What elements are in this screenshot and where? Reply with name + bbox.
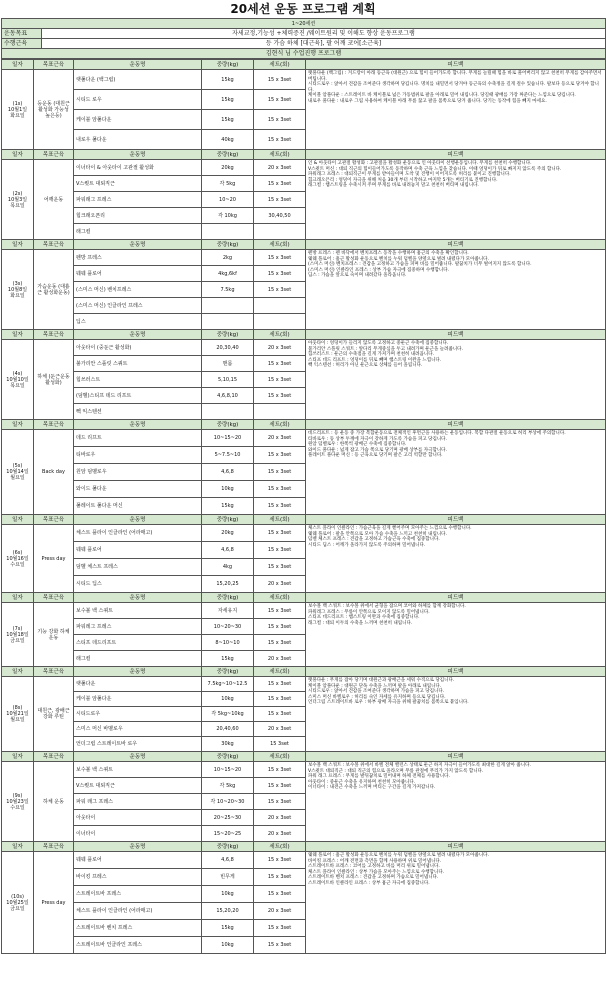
exercise-name: 파워래그 프레스	[74, 192, 202, 208]
header-feedback: 피드백	[306, 150, 606, 160]
exercise-name: (덤벨)스티프 데드 리프트	[74, 388, 202, 404]
exercise-name: 언더그립 스트레이트바 로우	[74, 737, 202, 752]
header-weight: 중량(kg)	[202, 515, 254, 525]
exercise-name: 이너타이	[74, 826, 202, 842]
exercise-name: 시티드 로우	[74, 90, 202, 110]
session-target: 어깨운동	[34, 160, 74, 240]
exercise-name: 스트레이트바 벤치 프레스	[74, 920, 202, 937]
exercise-weight: 20kg	[202, 525, 254, 542]
header-sets: 세트(회)	[254, 330, 306, 340]
session-target: Press day	[34, 852, 74, 954]
exercise-weight: 4,6,8	[202, 464, 254, 481]
header-sets: 세트(회)	[254, 667, 306, 677]
exercise-sets: 15 x 3set	[254, 498, 306, 515]
exercise-row	[2, 762, 606, 778]
exercise-weight: 7.5kg~10~12.5	[202, 677, 254, 692]
session-target: 기능 강화 하체운동	[34, 603, 74, 667]
exercise-name: (스미스 머신) 벤치프레스	[74, 282, 202, 298]
goal-label: 운동목표	[2, 29, 42, 39]
exercise-sets: 15 x 3set	[254, 920, 306, 937]
header-target: 목표근육	[34, 667, 74, 677]
exercise-sets: 20 x 3set	[254, 826, 306, 842]
session-header-row	[2, 515, 606, 525]
header-weight: 중량(kg)	[202, 330, 254, 340]
header-sets: 세트(회)	[254, 593, 306, 603]
exercise-name: 웨웨 플로어	[74, 852, 202, 869]
exercise-sets: 15 x 3set	[254, 542, 306, 559]
exercise-weight: 4,6,8	[202, 542, 254, 559]
exercise-weight: 10kg	[202, 692, 254, 707]
exercise-sets: 15 x 3set	[254, 778, 306, 794]
exercise-sets: 15 3set	[254, 737, 306, 752]
session-range: 1~20세션	[2, 19, 606, 29]
exercise-weight: 15kg	[202, 90, 254, 110]
header-day: 일자	[2, 752, 34, 762]
exercise-sets: 20 x 3set	[254, 160, 306, 176]
exercise-weight: 각 5kg	[202, 778, 254, 794]
exercise-sets: 15 x 3set	[254, 282, 306, 298]
exercise-weight: 20~25~30	[202, 810, 254, 826]
exercise-weight: 10kg	[202, 481, 254, 498]
header-exercise: 운동명	[74, 150, 202, 160]
sessions-table	[1, 59, 606, 954]
exercise-sets	[254, 298, 306, 314]
exercise-weight: 15~20~25	[202, 826, 254, 842]
session-header-row	[2, 420, 606, 430]
exercise-weight: 10~20	[202, 192, 254, 208]
exercise-sets: 15 x 3set	[254, 372, 306, 388]
exercise-name: 케이블 암풀다운	[74, 110, 202, 130]
exercise-weight: 15kg	[202, 110, 254, 130]
header-day: 일자	[2, 330, 34, 340]
header-exercise: 운동명	[74, 60, 202, 70]
exercise-name: 아웃타이 (중둔근 활성화)	[74, 340, 202, 356]
exercise-weight: 2kg	[202, 250, 254, 266]
session-day: (5s) 10월14일 월요일	[2, 430, 34, 515]
header-sets: 세트(회)	[254, 150, 306, 160]
exercise-row	[2, 603, 606, 619]
header-exercise: 운동명	[74, 842, 202, 852]
session-day: (6s) 10월16일 수요일	[2, 525, 34, 593]
exercise-name: 힙크래오픈리	[74, 208, 202, 224]
exercise-name: 데드 리프트	[74, 430, 202, 447]
header-exercise: 운동명	[74, 330, 202, 340]
exercise-sets: 15 x 3set	[254, 852, 306, 869]
exercise-sets: 15 x 3set	[254, 677, 306, 692]
session-target: 하체 운동	[34, 762, 74, 842]
exercise-weight: 40kg	[202, 130, 254, 150]
session-feedback: 보수볼 백 스쿼트 : 보수볼 위에서 균형을 잡으며 코어와 하체를 함께 강화합니다. 파워레그 프레스 : 무릎이 안쪽으로 모이지 않도록 밀어냅니다. 스티프 데드리프트 : 햄스트링 이완과 수축에 집중합니다. 래그컬 : 대퇴 이두의 수축을 느끼며 천천히 내립니다.	[306, 603, 606, 667]
exercise-sets: 30,40,50	[254, 208, 306, 224]
exercise-weight: 4,6,8	[202, 852, 254, 869]
exercise-weight: 각 5kg~10kg	[202, 707, 254, 722]
session-target: Back day	[34, 430, 74, 515]
session-day: (10s) 10월25일 금요일	[2, 852, 34, 954]
exercise-weight: 15kg	[202, 70, 254, 90]
header-target: 목표근육	[34, 420, 74, 430]
exercise-weight	[202, 404, 254, 420]
exercise-weight: 5~7.5~10	[202, 447, 254, 464]
header-feedback: 피드백	[306, 752, 606, 762]
session-feedback: 랫풀다운 : 무게를 잡아 당기며 대원근과 광배근을 세워 수직으로 당깁니다. 케이블 암풀다운 : 대원근 단독 수축을 느끼며 팔을 아래로 내립니다. 시티드로우 : 앉아서 견갑을 조여준다 생각하며 가슴을 펴고 당깁니다. 스미스 머신 바벨로우 : 허리를 숙인 자세를 유지하며 등으로 당깁니다. 언더그립 스트레이트바 로우 : 하부 광배 자극을 위해 팔꿈치를 몸쪽으로 붙입니다.	[306, 677, 606, 752]
header-target: 목표근육	[34, 240, 74, 250]
header-target: 목표근육	[34, 515, 74, 525]
session-feedback: 보수볼 백 스쿼트 : 보수볼 위에서 바벨 전체 밸런스 상태로 둔근 하지 자극이 들어가도록 최대한 길게 앉아 줍니다. V스퀏트 대퇴직근 : 대퇴 직근의 힘으로 올라오며 무릎 관절에 무리가 가지 않도록 합니다. 파워 래그 프레스 : 무게를 발뒤꿈치로 밀어내며 하체 전체를 사용합니다. 아웃타이 : 중둔근 수축을 유지하며 천천히 모아줍니다. 이너타이 : 내전근 수축을 느끼며 버티는 구간을 길게 가져갑니다.	[306, 762, 606, 842]
exercise-name: V스퀏트 대퇴직근	[74, 176, 202, 192]
exercise-sets: 15 x 3set	[254, 70, 306, 90]
header-exercise: 운동명	[74, 667, 202, 677]
header-target: 목표근육	[34, 330, 74, 340]
session-feedback: 랫풀다운 (백그립) : 겨드랑이 아래 등근육 (대원근) 으로 힘이 들어가도록 합니다. 무게를 늘릴때 힘을 바로 풀어버리지 않고 천천히 무게를 감아주면서 버팁니다. 시티드로우 : 앉아서 견갑을 조여준다 생각하며 당깁니다. 명치를 내밀면서 당겨야 등근육의 수축정을 길게 걸수 있습니다. 팔보다 등으로 당겨야 합니다. 케이블 암풀다운 : 스트레이트 바 케이블로 넓은 가동범위로 팔을 아래로 밀어 내립니다. 당길때 광배를 가장 짜준다는 느낌으로 당깁니다. 내로우 풀다운 : 내로우 그립 사용하여 케이블 아래 무릎 꿇고 팔을 몸쪽으로 당겨 줍니다. 당기는 동작에 힘을 빼지 마세요.	[306, 70, 606, 150]
session-day: (7s) 10월18일 금요일	[2, 603, 34, 667]
exercise-weight: 4kg,6kf	[202, 266, 254, 282]
exercise-weight: 30kg	[202, 737, 254, 752]
exercise-weight: 8~10~10	[202, 635, 254, 651]
exercise-sets: 20 x 3set	[254, 722, 306, 737]
header-day: 일자	[2, 60, 34, 70]
exercise-name: 티바로우	[74, 447, 202, 464]
session-feedback: 체스트 플라이 인클라인 : 가슴근육을 길게 뻗어주며 모아주는 느낌으로 수행합니다. 웨웨 플로어 : 팔을 안쪽으로 모아 가슴 수축을 느끼고 천천히 내립니다. 덤벨 체스트 프레스 : 견갑을 고정하고 가슴근육 수축에 집중합니다. 시티드 딥스 : 어깨가 올라가지 않도록 주의하며 밀어냅니다.	[306, 525, 606, 593]
header-day: 일자	[2, 515, 34, 525]
exercise-weight	[202, 224, 254, 240]
header-feedback: 피드백	[306, 60, 606, 70]
header-target: 목표근육	[34, 593, 74, 603]
exercise-sets: 15 x 3set	[254, 110, 306, 130]
session-target: 가슴운동 (대흉근 활성화운동)	[34, 250, 74, 330]
exercise-sets: 20 x 3set	[254, 576, 306, 593]
session-day: (3s) 10월8일 화요일	[2, 250, 34, 330]
exercise-name: 스트레이트바 프레스	[74, 886, 202, 903]
exercise-sets: 15 x 3set	[254, 707, 306, 722]
exercise-weight: 각 10kg	[202, 208, 254, 224]
exercise-sets: 15 x 3set	[254, 635, 306, 651]
exercise-name: 바이킹 프레스	[74, 869, 202, 886]
exercise-weight: 15kg	[202, 498, 254, 515]
exercise-sets: 15 x 3set	[254, 176, 306, 192]
exercise-name: 스미스 머신 바벨로우	[74, 722, 202, 737]
header-feedback: 피드백	[306, 330, 606, 340]
header-weight: 중량(kg)	[202, 150, 254, 160]
header-day: 일자	[2, 150, 34, 160]
exercise-name: 웨웨 플로어	[74, 542, 202, 559]
exercise-sets: 15 x 3set	[254, 481, 306, 498]
exercise-weight: 각 5kg	[202, 176, 254, 192]
exercise-weight: 7.5kg	[202, 282, 254, 298]
header-exercise: 운동명	[74, 240, 202, 250]
exercise-weight: 5,10,15	[202, 372, 254, 388]
header-weight: 중량(kg)	[202, 752, 254, 762]
exercise-weight: 4kg	[202, 559, 254, 576]
exercise-name: 시티드로우	[74, 707, 202, 722]
session-header-row	[2, 593, 606, 603]
header-feedback: 피드백	[306, 842, 606, 852]
exercise-weight: 빈무게	[202, 869, 254, 886]
session-day: (8s) 10월21일 월요일	[2, 677, 34, 752]
exercise-sets: 20 x 3set	[254, 651, 306, 667]
exercise-weight: 10kg	[202, 937, 254, 954]
exercise-sets: 15 x 3set	[254, 447, 306, 464]
exercise-name: 원암 덤벨로우	[74, 464, 202, 481]
exercise-sets: 20 x 3set	[254, 340, 306, 356]
exercise-weight: 10~15~20	[202, 762, 254, 778]
exercise-sets: 15 x 3set	[254, 356, 306, 372]
exercise-weight	[202, 298, 254, 314]
session-feedback: 데드리프트 : 등 운동 중 가장 복합운동으로 전체적인 후면근을 사용하는 운동입니다. 복합 다관절 운동으로 허리 부상에 주의합니다. 티바로우 : 등 상부 두께에 자극이 강하게 가도록 가슴을 펴고 당깁니다. 원암 덤벨로우 : 한쪽씩 광배근 수축에 집중합니다. 와이드 풀다운 : 넓게 잡고 가슴 쪽으로 당기며 광배 상부를 자극합니다. 풀레이트 풀다운 머신 : 등 근육으로 당기며 팔은 고리 역할만 합니다.	[306, 430, 606, 515]
exercise-weight: 20kg	[202, 160, 254, 176]
exercise-name: 아웃타이	[74, 810, 202, 826]
exercise-row	[2, 250, 606, 266]
exercise-row	[2, 525, 606, 542]
exercise-sets	[254, 224, 306, 240]
exercise-sets: 15 x 3set	[254, 90, 306, 110]
exercise-name: 시티드 딥스	[74, 576, 202, 593]
header-exercise: 운동명	[74, 420, 202, 430]
plan-info-table	[1, 18, 606, 59]
exercise-sets: 15 x 3set	[254, 937, 306, 954]
header-feedback: 피드백	[306, 667, 606, 677]
exercise-name: 스트레이트바 인클라인 프레스	[74, 937, 202, 954]
exercise-sets: 15 x 3set	[254, 619, 306, 635]
exercise-name: 이너타이 & 아웃타이 고관절 활성화	[74, 160, 202, 176]
header-weight: 중량(kg)	[202, 842, 254, 852]
header-day: 일자	[2, 420, 34, 430]
header-sets: 세트(회)	[254, 420, 306, 430]
header-day: 일자	[2, 240, 34, 250]
exercise-name: 래그컬	[74, 651, 202, 667]
header-day: 일자	[2, 842, 34, 852]
trainer-line: 김현식 님 수업진행 프로그램	[2, 49, 606, 59]
exercise-weight: 20,30,40	[202, 340, 254, 356]
session-target: Press day	[34, 525, 74, 593]
exercise-weight: 자세유지	[202, 603, 254, 619]
header-feedback: 피드백	[306, 515, 606, 525]
exercise-sets: 15 x 3set	[254, 869, 306, 886]
session-feedback: 아웃타이 : 엉덩이가 들리지 않도록 고정하고 중둔근 수축에 집중합니다. 불가리안 스플릿 스쿼트 : 앞다리 무게중심을 두고 내려가며 둔근을 늘려줍니다. 힙쓰러스트 : 둔근의 수축점을 길게 가져가며 천천히 내려옵니다. 스티프 데드 리프트 : 엉덩이를 뒤로 빼며 햄스트링 이완을 느낍니다. 빽 익스텐션 : 허리가 아닌 둔근으로 상체를 들어 올립니다.	[306, 340, 606, 420]
session-day: (1s) 10월1일 화요일	[2, 70, 34, 150]
exercise-sets	[254, 314, 306, 330]
exercise-row	[2, 430, 606, 447]
exercise-weight: 4,6,8,10	[202, 388, 254, 404]
header-sets: 세트(회)	[254, 240, 306, 250]
exercise-name: 힙쓰러스트	[74, 372, 202, 388]
exercise-sets: 15 x 3set	[254, 559, 306, 576]
session-header-row	[2, 842, 606, 852]
exercise-name: V스퀏트 대퇴직근	[74, 778, 202, 794]
header-sets: 세트(회)	[254, 752, 306, 762]
header-weight: 중량(kg)	[202, 593, 254, 603]
exercise-weight	[202, 314, 254, 330]
exercise-weight: 각 10~20~30	[202, 794, 254, 810]
exercise-name: 체스트 플라이 인클라인 (어라매고)	[74, 525, 202, 542]
exercise-weight: 10kg	[202, 886, 254, 903]
exercise-name: 랫풀다운 (백그립)	[74, 70, 202, 90]
exercise-row	[2, 340, 606, 356]
exercise-sets: 15 x 3set	[254, 886, 306, 903]
session-day: (4s) 10월10일 목요일	[2, 340, 34, 420]
exercise-name: 체스트 플라이 인클라인 (어라매고)	[74, 903, 202, 920]
session-feedback: 펜방 프레스 : 펜 바닥에서 벤치프레스 동작을 수행하며 흉근의 수축을 확인합니다. 웨웨 플로어 : 흉근 활성화 운동으로 벤치를 누워 덤벨을 양옆으로 벌려 내렸다가 모아줍니다. (스미스 머신) 벤치프레스 : 견갑을 고정하고 가슴을 펴며 바를 밀어줍니다. 팔꿈치가 너무 벌어지지 않도록 합니다. (스미스 머신) 인클라인 프레스 : 상부 가슴 자극에 집중하며 수행합니다. 딥스 : 가슴을 앞으로 숙이며 내려갔다 올라옵니다.	[306, 250, 606, 330]
header-feedback: 피드백	[306, 593, 606, 603]
exercise-name: (스미스 머신) 인클라인 프레스	[74, 298, 202, 314]
exercise-weight: 15kg	[202, 920, 254, 937]
exercise-weight: 맨몸	[202, 356, 254, 372]
exercise-name: 래그컬	[74, 224, 202, 240]
exercise-name: 빽 익스텐션	[74, 404, 202, 420]
header-day: 일자	[2, 593, 34, 603]
exercise-name: 불가리안 스플릿 스쿼트	[74, 356, 202, 372]
header-target: 목표근육	[34, 150, 74, 160]
header-day: 일자	[2, 667, 34, 677]
exercise-sets: 15 x 3set	[254, 603, 306, 619]
session-feedback: 웨웨 플로어 : 흉근 활성화 운동으로 벤치를 누워 덤벨을 양옆으로 벌려 내렸다가 모아줍니다. 바이킹 프레스 : 어깨 전면과 측면을 함께 사용하며 위로 밀어냅니다. 스트레이트바 프레스 : 코어를 고정하고 바를 머리 위로 밀어냅니다. 체스트 플라이 인클라인 : 상부 가슴을 모아주는 느낌으로 수행합니다. 스트레이트바 벤치 프레스 : 견갑을 고정하며 가슴으로 밀어냅니다. 스트레이트바 인클라인 프레스 : 상부 흉근 자극에 집중합니다.	[306, 852, 606, 954]
exercise-name: 내로우 풀다운	[74, 130, 202, 150]
header-weight: 중량(kg)	[202, 420, 254, 430]
session-feedback: 인 & 아웃타이 고관절 활성화 : 고관절을 활성화 운동으로 인 아웃타이 선행운동입니다. 무게를 천천히 수행합니다. V스퀏트 머신 : 대퇴 직근의 힘이들어가도록 동작하며 수축 근육 느낌을 찾습니다. 이때 엉덩이가 뒤로 빠지지 않도록 주의 합니다. 파워래그 프레스 : 대퇴직근이 무게를 받아들이며 도착 및 진행이 이어지도록 허리를 붙이고 진행합니다. 힙크래오픈리 : 엉덩이 자극을 위해 처음 30개 부터 시작하고 마지막 5개는 버티기로 진행합니다. 래그컬 : 햄스트링을 수축시켜 주며 무게를 바로 내려놓지 말고 천천히 버티며 내립니다.	[306, 160, 606, 240]
session-target: 대원근, 광배근 강화 루틴	[34, 677, 74, 752]
header-target: 목표근육	[34, 842, 74, 852]
exercise-row	[2, 852, 606, 869]
exercise-name: 랫풀다운	[74, 677, 202, 692]
exercise-sets: 15 x 3set	[254, 250, 306, 266]
exercise-sets: 20 x 3set	[254, 903, 306, 920]
exercise-name: 딥스	[74, 314, 202, 330]
session-day: (2s) 10월3일 목요일	[2, 160, 34, 240]
header-exercise: 운동명	[74, 593, 202, 603]
header-weight: 중량(kg)	[202, 60, 254, 70]
exercise-row	[2, 677, 606, 692]
header-feedback: 피드백	[306, 240, 606, 250]
session-target: 등운동 (대원근 활성화 가능성 높은등)	[34, 70, 74, 150]
exercise-weight: 15,20,20	[202, 903, 254, 920]
exercise-sets: 15 x 3set	[254, 692, 306, 707]
exercise-weight: 10~15~20	[202, 430, 254, 447]
exercise-weight: 15kg	[202, 651, 254, 667]
exercise-sets: 15 x 3set	[254, 525, 306, 542]
exercise-sets: 15 x 3set	[254, 762, 306, 778]
session-header-row	[2, 60, 606, 70]
exercise-sets: 15 x 3set	[254, 130, 306, 150]
session-header-row	[2, 752, 606, 762]
header-target: 목표근육	[34, 752, 74, 762]
exercise-name: 풀레이트 풀다운 머신	[74, 498, 202, 515]
header-sets: 세트(회)	[254, 515, 306, 525]
exercise-name: 케이블 암풀다운	[74, 692, 202, 707]
session-header-row	[2, 667, 606, 677]
goal-value: 자세교정,기능성 +체력증진 /웨이트원리 및 이해도 향상 운동프로그램	[42, 29, 606, 39]
header-weight: 중량(kg)	[202, 240, 254, 250]
header-sets: 세트(회)	[254, 60, 306, 70]
exercise-weight: 20,40,60	[202, 722, 254, 737]
exercise-sets: 15 x 3set	[254, 794, 306, 810]
exercise-name: 파워 래그 프레스	[74, 794, 202, 810]
session-day: (9s) 10월23일 수요일	[2, 762, 34, 842]
exercise-name: 스티프 데드리프트	[74, 635, 202, 651]
exercise-name: 와이드 풀다운	[74, 481, 202, 498]
session-header-row	[2, 150, 606, 160]
exercise-name: 덤벨 체스트 프레스	[74, 559, 202, 576]
header-exercise: 운동명	[74, 752, 202, 762]
exercise-name: 웨웨 플로어	[74, 266, 202, 282]
exercise-weight: 10~20~30	[202, 619, 254, 635]
exercise-name: 보수볼 백 스쿼트	[74, 603, 202, 619]
workout-plan-document	[1, 0, 605, 954]
exercise-name: 펜방 프레스	[74, 250, 202, 266]
header-exercise: 운동명	[74, 515, 202, 525]
exercise-sets: 15 x 3set	[254, 464, 306, 481]
exercise-weight: 15,20,25	[202, 576, 254, 593]
exercise-sets: 15 x 3set	[254, 388, 306, 404]
header-sets: 세트(회)	[254, 842, 306, 852]
session-target: 하체 (둔근운동 활성화)	[34, 340, 74, 420]
session-header-row	[2, 240, 606, 250]
exercise-row	[2, 160, 606, 176]
area-value: 등 가슴 하체 [대근육], 팔 어깨 코어[소근육]	[42, 39, 606, 49]
exercise-sets: 20 x 3set	[254, 810, 306, 826]
area-label: 수행근육	[2, 39, 42, 49]
exercise-sets: 15 x 3set	[254, 266, 306, 282]
exercise-sets: 20 x 3set	[254, 430, 306, 447]
exercise-name: 보수볼 백 스쿼트	[74, 762, 202, 778]
header-weight: 중량(kg)	[202, 667, 254, 677]
document-title: 20세션 운동 프로그램 계획	[230, 2, 376, 16]
header-feedback: 피드백	[306, 420, 606, 430]
exercise-row	[2, 70, 606, 90]
session-header-row	[2, 330, 606, 340]
exercise-sets	[254, 404, 306, 420]
header-target: 목표근육	[34, 60, 74, 70]
exercise-name: 파워레그 프레스	[74, 619, 202, 635]
exercise-sets: 15 x 3set	[254, 192, 306, 208]
